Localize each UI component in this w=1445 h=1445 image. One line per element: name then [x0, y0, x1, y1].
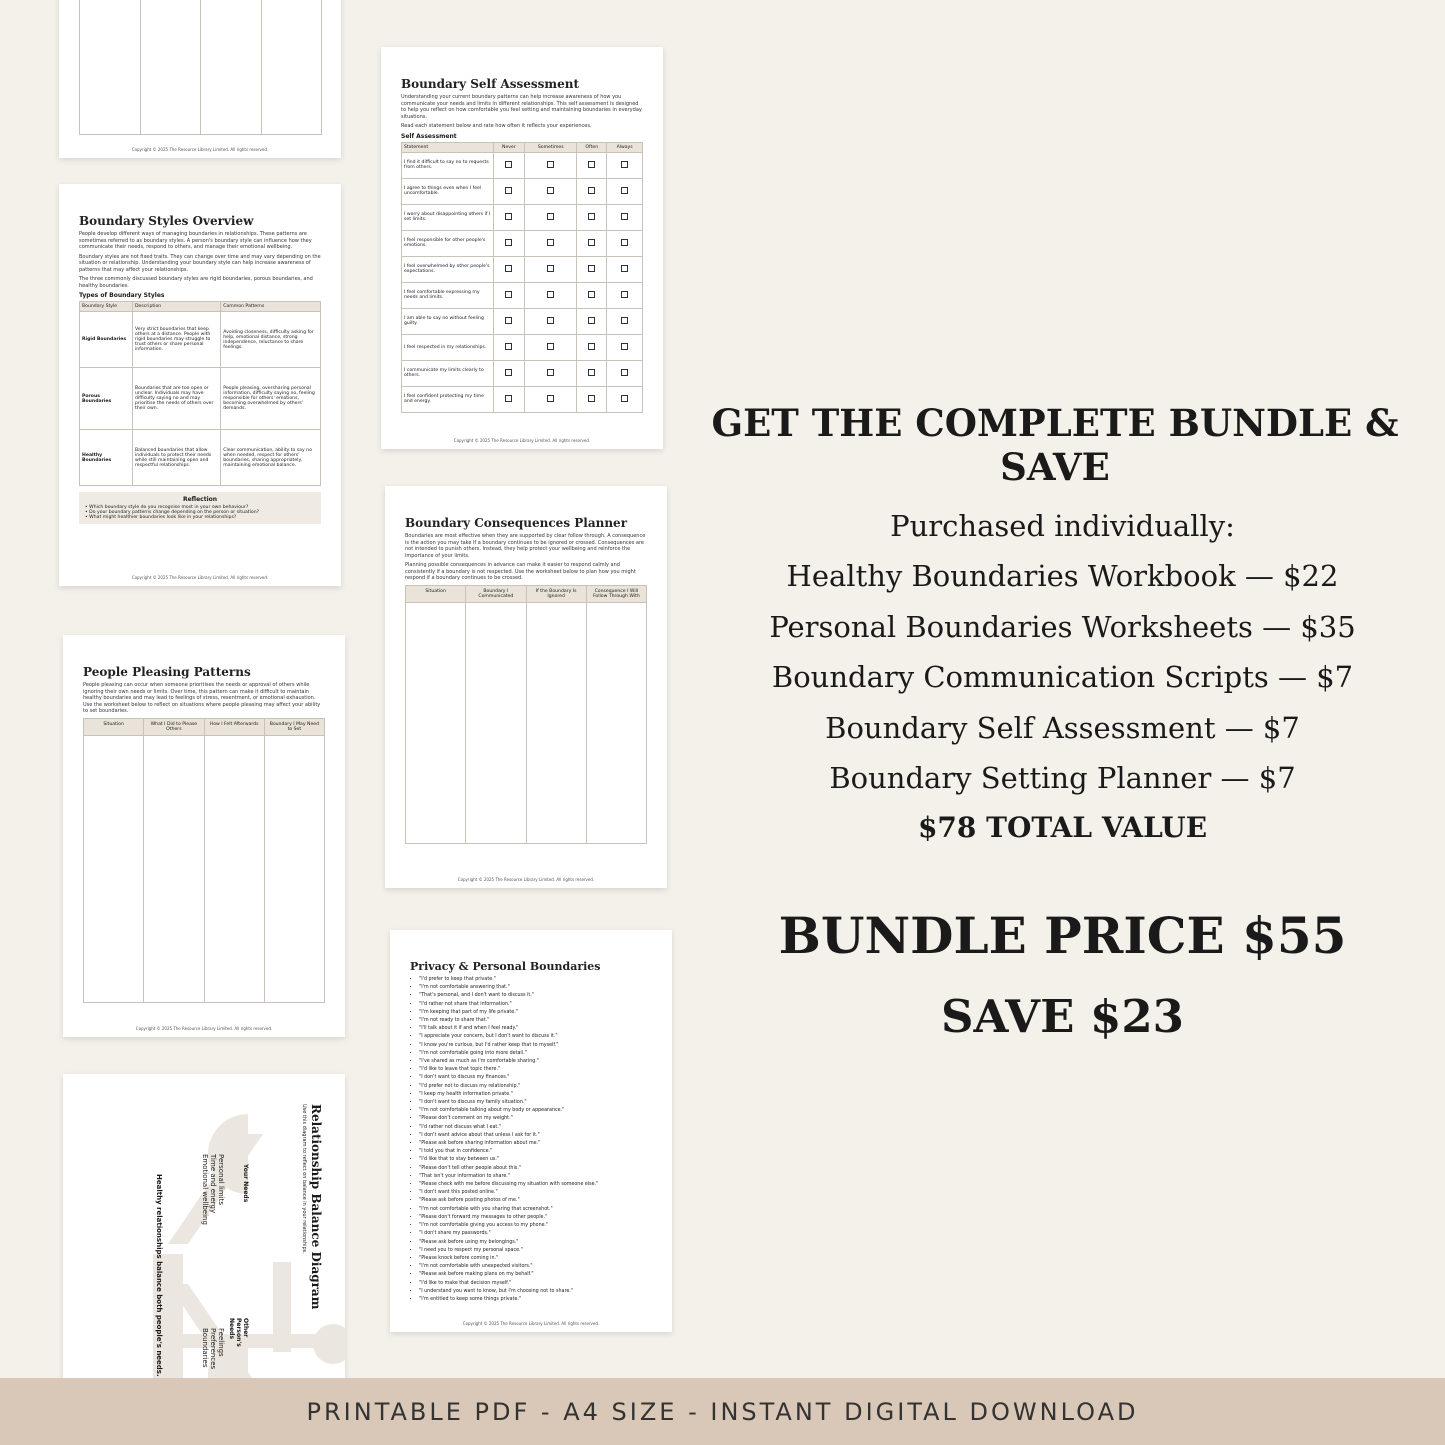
statement-cell: I communicate my limits clearly to others. — [402, 360, 494, 386]
save-amount: SAVE $23 — [941, 990, 1184, 1043]
rating-cell — [577, 230, 607, 256]
statement-cell: I feel comfortable expressing my needs and limits. — [402, 282, 494, 308]
list-item: • "Please don't tell other people about this." — [419, 1165, 652, 1173]
checkbox[interactable] — [588, 291, 595, 298]
list-item: • "I don't share my passwords." — [419, 1230, 652, 1238]
list-item: • "I don't want to discuss my finances." — [419, 1074, 652, 1082]
checkbox[interactable] — [588, 369, 595, 376]
checkbox[interactable] — [588, 317, 595, 324]
promo-item: Healthy Boundaries Workbook — $22 — [786, 559, 1339, 593]
list-item: • "I'm not comfortable talking about my body or appearance." — [419, 1107, 652, 1115]
col-header: Description — [133, 302, 221, 312]
list-item: • "I'm not ready to share that." — [419, 1017, 652, 1025]
checkbox[interactable] — [621, 395, 628, 402]
statement-cell: I feel responsible for other people's emotions. — [402, 230, 494, 256]
statement-cell: I feel confident protecting my time and energy. — [402, 386, 494, 412]
reflection-item: • Do your boundary patterns change depending on the person or situation? — [85, 510, 260, 515]
rating-cell — [577, 282, 607, 308]
col-header: Statement — [402, 142, 494, 152]
list-item: • "I'm keeping that part of my life private." — [419, 1009, 652, 1017]
col-header: If the Boundary Is Ignored — [527, 586, 587, 602]
rating-cell — [525, 178, 577, 204]
list-item: • "I'd rather not share that information." — [419, 1001, 652, 1009]
rating-cell — [577, 204, 607, 230]
rotated-content — [155, 1104, 323, 1404]
checkbox[interactable] — [547, 265, 554, 272]
list-item: • "I told you that in confidence." — [419, 1148, 652, 1156]
checkbox[interactable] — [505, 343, 512, 350]
col-header: Boundary I Communicated — [466, 586, 526, 602]
checkbox[interactable] — [547, 161, 554, 168]
rating-cell — [607, 152, 643, 178]
checkbox[interactable] — [505, 213, 512, 220]
list-item: • "I need you to respect my personal space." — [419, 1247, 652, 1255]
phrase-list — [410, 976, 652, 1304]
rating-cell — [525, 360, 577, 386]
checkbox[interactable] — [505, 161, 512, 168]
section-subtitle: Self Assessment — [401, 132, 457, 140]
checkbox[interactable] — [588, 187, 595, 194]
promo-item: Personal Boundaries Worksheets — $35 — [769, 610, 1356, 644]
cell: Porous Boundaries — [80, 368, 133, 430]
checkbox[interactable] — [621, 369, 628, 376]
checkbox[interactable] — [588, 213, 595, 220]
copyright: Copyright © 2025 The Resource Library Limited. All rights reserved. — [453, 438, 591, 443]
cell: Clear communication, ability to say no when needed, respect for others' boundaries, sharing appropriately, maintaining emotional balance. — [221, 430, 321, 486]
other-needs-label: Other Person's Needs — [228, 1318, 249, 1347]
paragraph: Planning possible consequences in advance can make it easier to respond calmly and consistently if a boundary is not respected. Use the worksheet below to plan how you might respond if a boundary continues to be crossed. — [405, 562, 636, 581]
assessment-table — [401, 142, 643, 413]
statement-cell: I find it difficult to say no to requests from others. — [402, 152, 494, 178]
col-header: Always — [607, 142, 643, 152]
list-item: • "I'd prefer to keep that private." — [419, 976, 652, 984]
list-item: • "I'd like to make that decision myself." — [419, 1280, 652, 1288]
col-header: Situation — [406, 586, 466, 602]
table-row — [402, 282, 643, 308]
rating-cell — [493, 152, 525, 178]
checkbox[interactable] — [588, 239, 595, 246]
relationship-balance-page — [63, 1074, 345, 1404]
col-header: Situation — [84, 719, 144, 735]
rating-cell — [577, 334, 607, 360]
list-item: • "Please don't forward my messages to other people." — [419, 1214, 652, 1222]
rating-cell — [607, 334, 643, 360]
promo-item: Boundary Self Assessment — $7 — [825, 711, 1300, 745]
statement-cell: I am able to say no without feeling guilty. — [402, 308, 494, 334]
worksheet-page-partial — [59, 0, 341, 158]
rating-cell — [493, 360, 525, 386]
rating-cell — [607, 308, 643, 334]
list-item: • "I'd like to leave that topic there." — [419, 1066, 652, 1074]
list-item: • "I'm not comfortable answering that." — [419, 984, 652, 992]
worksheet-columns — [79, 0, 322, 135]
checkbox[interactable] — [505, 187, 512, 194]
checkbox[interactable] — [588, 161, 595, 168]
checkbox[interactable] — [621, 291, 628, 298]
list-item: • "I'm not comfortable giving you access to my phone." — [419, 1222, 652, 1230]
page-subtitle: Use this diagram to reflect on balance in your relationships. — [301, 1104, 307, 1254]
table-row — [402, 360, 643, 386]
boundary-styles-page — [59, 184, 341, 586]
rating-cell — [525, 230, 577, 256]
list-item: • "Please check with me before discussing my situation with someone else." — [419, 1181, 652, 1189]
promo-headline: GET THE COMPLETE BUNDLE & SAVE — [711, 401, 1399, 489]
table-row — [402, 230, 643, 256]
table-row — [402, 256, 643, 282]
col-header: Boundary Style — [80, 302, 133, 312]
rating-cell — [493, 178, 525, 204]
copyright: Copyright © 2025 The Resource Library Limited. All rights reserved. — [462, 1321, 600, 1326]
promo-intro: Purchased individually: — [890, 509, 1235, 543]
page-title: Boundary Styles Overview — [79, 214, 254, 228]
page-title: Privacy & Personal Boundaries — [410, 960, 601, 973]
worksheet-columns — [405, 602, 647, 844]
rating-cell — [577, 308, 607, 334]
rating-cell — [577, 386, 607, 412]
list-item: • "I don't want to discuss my family situation." — [419, 1099, 652, 1107]
worksheet-columns — [83, 735, 325, 1003]
self-assessment-page — [381, 47, 663, 449]
bottom-banner — [0, 1378, 1445, 1445]
checkbox[interactable] — [621, 239, 628, 246]
list-item: • "Please ask before posting photos of me." — [419, 1197, 652, 1205]
rating-cell — [493, 308, 525, 334]
page-title: Boundary Self Assessment — [401, 77, 580, 91]
paragraph: Read each statement below and rate how often it reflects your experiences. — [401, 123, 592, 129]
list-item: • "I'm not comfortable going into more detail." — [419, 1050, 652, 1058]
checkbox[interactable] — [621, 343, 628, 350]
copyright: Copyright © 2025 The Resource Library Limited. All rights reserved. — [135, 1026, 273, 1031]
list-item: • "Please knock before coming in." — [419, 1255, 652, 1263]
statement-cell: I agree to things even when I feel uncomfortable. — [402, 178, 494, 204]
table-row — [402, 308, 643, 334]
list-item: • "I appreciate your concern, but I don't want to discuss it." — [419, 1033, 652, 1041]
col-header: Consequence I Will Follow Through With — [592, 588, 640, 599]
rating-cell — [493, 386, 525, 412]
rating-cell — [493, 230, 525, 256]
list-item: • "I understand you want to know, but I'm choosing not to share." — [419, 1288, 652, 1296]
paragraph: People develop different ways of managing boundaries in relationships. These patterns are sometimes referred to as boundary styles. A person's boundary style can influence how they communicate their needs, respond to others, and manage their emotional wellbeing. — [79, 231, 312, 250]
cell: People pleasing, oversharing personal information, difficulty saying no, feeling responsible for others' emotions, becoming overwhelmed by others' demands. — [221, 368, 321, 430]
cell: Very strict boundaries that keep others at a distance. People with rigid boundaries may struggle to trust others or share personal information. — [133, 312, 221, 368]
col-header: Common Patterns — [221, 302, 321, 312]
people-pleasing-page — [63, 635, 345, 1037]
paragraph: The three commonly discussed boundary styles are rigid boundaries, porous boundaries, and healthy boundaries. — [79, 276, 313, 289]
copyright: Copyright © 2025 The Resource Library Limited. All rights reserved. — [131, 575, 269, 580]
statement-cell: I feel overwhelmed by other people's expectations. — [402, 256, 494, 282]
list-item: • "I've shared as much as I'm comfortable sharing." — [419, 1058, 652, 1066]
checkbox[interactable] — [621, 187, 628, 194]
list-item: • "I'm not comfortable with unexpected visitors." — [419, 1263, 652, 1271]
checkbox[interactable] — [621, 317, 628, 324]
promo-total: $78 TOTAL VALUE — [917, 811, 1208, 844]
rating-cell — [525, 256, 577, 282]
col-header: What I Did to Please Others — [144, 719, 204, 735]
col-header: Boundary I May Need to Set — [269, 721, 320, 732]
copyright: Copyright © 2025 The Resource Library Limited. All rights reserved. — [131, 147, 269, 152]
rating-cell — [607, 282, 643, 308]
rating-cell — [577, 178, 607, 204]
rating-cell — [525, 308, 577, 334]
rating-cell — [577, 360, 607, 386]
rating-cell — [607, 386, 643, 412]
checkbox[interactable] — [547, 291, 554, 298]
promo-item: Boundary Communication Scripts — $7 — [771, 660, 1354, 694]
rating-cell — [525, 152, 577, 178]
list-item: • "I'll talk about it if and when I feel ready." — [419, 1025, 652, 1033]
cell: Balanced boundaries that allow individuals to protect their needs while still maintaining open and respectful relationships. — [133, 430, 221, 486]
list-item: • "I don't want this posted online." — [419, 1189, 652, 1197]
checkbox[interactable] — [505, 395, 512, 402]
page-title: Relationship Balance Diagram — [309, 1104, 323, 1310]
rating-cell — [577, 152, 607, 178]
page-title: People Pleasing Patterns — [83, 665, 251, 679]
table-row — [402, 152, 643, 178]
checkbox[interactable] — [588, 343, 595, 350]
checkbox[interactable] — [505, 291, 512, 298]
checkbox[interactable] — [588, 265, 595, 272]
table-row — [402, 178, 643, 204]
list-item: • "That's personal, and I don't want to discuss it." — [419, 992, 652, 1000]
consequences-planner-page — [385, 486, 667, 888]
checkbox[interactable] — [505, 265, 512, 272]
col-header: Often — [577, 142, 607, 152]
checkbox[interactable] — [621, 213, 628, 220]
copyright: Copyright © 2025 The Resource Library Limited. All rights reserved. — [457, 877, 595, 882]
rating-cell — [577, 256, 607, 282]
your-needs-label: Your Needs — [242, 1164, 249, 1203]
statement-cell: I feel respected in my relationships. — [402, 334, 494, 360]
statement-cell: I worry about disappointing others if I set limits. — [402, 204, 494, 230]
section-subtitle: Types of Boundary Styles — [79, 292, 165, 299]
list-item: • "I'd rather not discuss what I eat." — [419, 1124, 652, 1132]
checkbox[interactable] — [621, 265, 628, 272]
promo-item: Boundary Setting Planner — $7 — [829, 761, 1296, 795]
rating-cell — [525, 386, 577, 412]
reflection-item: • What might healthier boundaries look like in your relationships? — [85, 515, 237, 520]
bundle-price: BUNDLE PRICE $55 — [778, 906, 1347, 965]
cell: Rigid Boundaries — [80, 312, 133, 368]
cell: Avoiding closeness, difficulty asking for help, emotional distance, strong independence, reluctance to share feelings. — [221, 312, 321, 368]
list-item: • "I know you're curious, but I'd rather keep that to myself." — [419, 1042, 652, 1050]
col-header: Never — [493, 142, 525, 152]
reflection-item: • Which boundary style do you recognise most in your own behaviour? — [85, 505, 249, 510]
list-item: • "Please ask before sharing information about me." — [419, 1140, 652, 1148]
paragraph: Boundary styles are not fixed traits. They can change over time and may vary depending on the situation or relationship. Understanding your boundary style can help increase awareness of patterns that may affect your relationships. — [79, 253, 321, 273]
checkbox[interactable] — [547, 187, 554, 194]
checkbox[interactable] — [588, 395, 595, 402]
checkbox[interactable] — [505, 239, 512, 246]
list-item: • "I'd prefer not to discuss my relationship." — [419, 1083, 652, 1091]
col-header: Sometimes — [525, 142, 577, 152]
paragraph: Understanding your current boundary patterns can help increase awareness of how you communicate your needs and limits in different relationships. This self assessment is designed to help you reflect on how comfortable you feel setting and maintaining boundaries in everyday situations. — [401, 94, 642, 120]
rating-cell — [607, 360, 643, 386]
list-item: • "I'm entitled to keep some things private." — [419, 1296, 652, 1304]
rating-cell — [607, 178, 643, 204]
list-item: • "I don't want advice about that unless I ask for it." — [419, 1132, 652, 1140]
rating-cell — [525, 334, 577, 360]
checkbox[interactable] — [547, 369, 554, 376]
other-needs-list: Feelings Preferences Boundaries — [201, 1328, 225, 1370]
checkbox[interactable] — [547, 239, 554, 246]
rating-cell — [525, 282, 577, 308]
list-item: • "Please ask before making plans on my behalf." — [419, 1271, 652, 1279]
list-item: • "I'm not comfortable with you sharing that screenshot." — [419, 1206, 652, 1214]
banner-text: PRINTABLE PDF - A4 SIZE - INSTANT DIGITAL DOWNLOAD — [306, 1397, 1139, 1426]
checkbox[interactable] — [547, 317, 554, 324]
styles-table — [79, 301, 321, 486]
table-row — [402, 334, 643, 360]
reflection-box — [79, 492, 321, 524]
list-item: • "That isn't your information to share." — [419, 1173, 652, 1181]
page-title: Boundary Consequences Planner — [405, 516, 628, 530]
checkbox[interactable] — [621, 161, 628, 168]
rating-cell — [607, 256, 643, 282]
paragraph: Boundaries are most effective when they are supported by clear follow through. A consequence is the action you may take if a boundary continues to be ignored or crossed. Consequences are not intended to punish others. Instead, they help protect your wellbeing and reinforce the importance of your limits. — [405, 533, 646, 559]
col-header: How I Felt Afterwards — [205, 719, 265, 735]
cell: Healthy Boundaries — [80, 430, 133, 486]
rating-cell — [493, 204, 525, 230]
privacy-boundaries-page — [390, 930, 672, 1332]
your-needs-list: Personal limits Time and energy Emotional wellbeing — [201, 1154, 225, 1225]
balance-footer: Healthy relationships balance both people's needs. — [155, 1174, 163, 1377]
table-row — [402, 204, 643, 230]
worksheet-header — [83, 718, 325, 735]
paragraph: People pleasing can occur when someone prioritises the needs or approval of others while ignoring their own needs or limits. Over time, this pattern can make it difficult to maintain healthy boundaries and may lead to feelings of stress, resentment, or emotional exhaustion. Use the worksheet below to reflect on situations where people pleasing may affect your ability to set boundaries. — [83, 682, 321, 714]
checkbox[interactable] — [505, 369, 512, 376]
list-item: • "Please ask before using my belongings." — [419, 1239, 652, 1247]
list-item: • "Please don't comment on my weight." — [419, 1115, 652, 1123]
rating-cell — [493, 282, 525, 308]
rating-cell — [493, 256, 525, 282]
rating-cell — [607, 204, 643, 230]
table-row — [402, 386, 643, 412]
rating-cell — [607, 230, 643, 256]
reflection-title: Reflection — [182, 496, 218, 503]
checkbox[interactable] — [547, 213, 554, 220]
list-item: • "I keep my health information private." — [419, 1091, 652, 1099]
rating-cell — [525, 204, 577, 230]
checkbox[interactable] — [547, 343, 554, 350]
list-item: • "I'd like that to stay between us." — [419, 1156, 652, 1164]
checkbox[interactable] — [505, 317, 512, 324]
worksheet-header — [405, 585, 647, 602]
checkbox[interactable] — [547, 395, 554, 402]
cell: Boundaries that are too open or unclear. Individuals may have difficulty saying no and may prioritise the needs of others over their own. — [133, 368, 221, 430]
rating-cell — [493, 334, 525, 360]
